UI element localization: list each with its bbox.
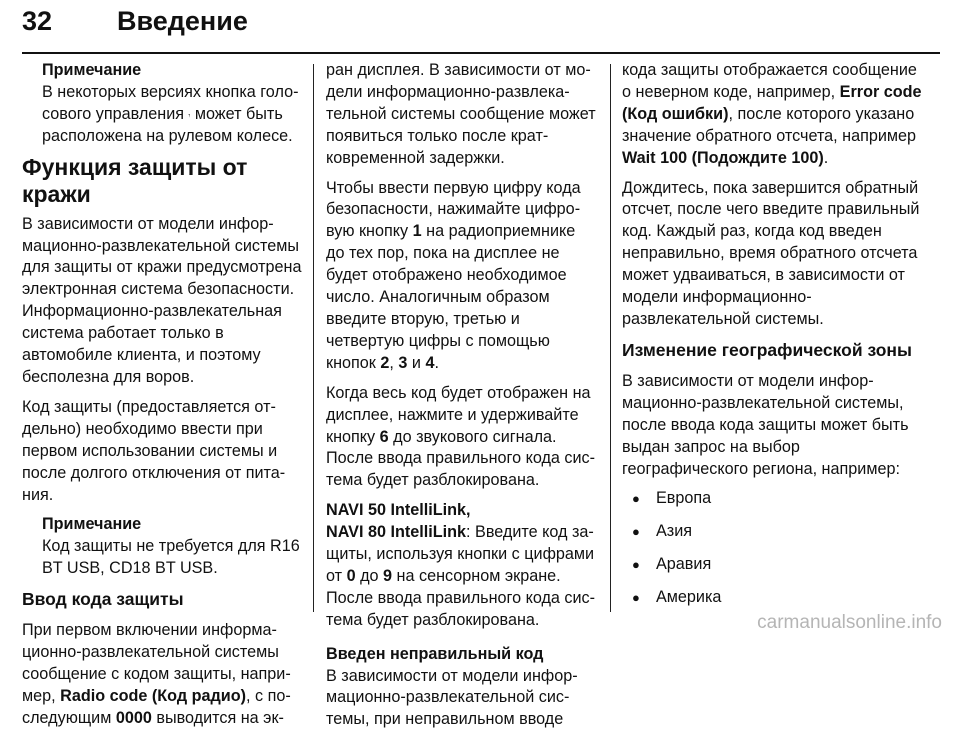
text-part: , после которого указано значение обратного отсчета, например (622, 104, 917, 145)
wait-label: Wait 100 (Подождите 100) (622, 148, 824, 167)
button-label: 2 (380, 353, 390, 372)
note-text-part: В некоторых версиях кнопка голосового управления (42, 82, 299, 123)
note-text-part: может быть расположена на рулевом колесе. (42, 104, 293, 145)
navi-model-label: NAVI 50 IntelliLink, (326, 501, 471, 520)
list-item: ● Азия (622, 521, 922, 543)
code-value: 0000 (115, 708, 152, 727)
text-part: до звукового сигнала. После ввода правильного кода система будет разблокирована. (326, 427, 596, 490)
note-title: Примечание (42, 515, 142, 534)
list-item: ● Аравия (622, 554, 922, 576)
note-text: Код защиты не требуется для R16 BT USB, CD18 BT USB. (42, 537, 300, 578)
page-number: 32 (22, 6, 53, 36)
paragraph-navi (326, 500, 598, 631)
button-label: 4 (425, 353, 435, 372)
text-part: . (823, 148, 829, 167)
paragraph: Дождитесь, пока завершится обратный отсчет, после чего введите правильный код. Каждый раз, когда код введен неправильно, время обратного отсчета может удваиваться, в зависимости от модели информационно-развлекательной системы. (622, 178, 920, 328)
text-part: , с последующим (22, 686, 291, 727)
error-code-label: Error code (Код ошибки) (622, 82, 922, 123)
watermark: carmanualsonline.info (757, 612, 942, 633)
text-part: : Введите код защиты, используя кнопки с цифрами от (326, 523, 595, 585)
paragraph (326, 178, 598, 375)
text-part: до (355, 566, 384, 585)
text-part: выводится на эк- (151, 708, 284, 727)
note-text (42, 82, 302, 148)
text-part: на радиоприемнике до тех пор, пока на дисплее не будет отображено необходимое число. Аналогичным образом введите вторую, третью и четвертую цифры с помощью кнопок (326, 222, 576, 372)
digit-label: 0 (346, 566, 356, 585)
note-title: Примечание (42, 61, 142, 79)
text-part: При первом включении информационно-развлекательной системы сообщение с кодом защиты, например, (22, 621, 291, 705)
section-title-anti-theft: Функция защиты от кражи (22, 153, 248, 207)
column-3 (622, 60, 922, 620)
paragraph (326, 383, 598, 493)
column-divider (313, 64, 314, 612)
list-item: ● Европа (622, 488, 922, 510)
paragraph: Код защиты (предоставляется отдельно) необходимо ввести при первом использовании системы и после долгого отключения от питания. (22, 397, 286, 504)
section-title-geo-zone: Изменение географической зоны (622, 339, 912, 360)
subheading-wrong-code: Введен неправильный код (326, 644, 544, 663)
paragraph: ран дисплея. В зависимости от модели информационно-развлекательной системы сообщение может появиться только после кратковременной задержки. (326, 61, 596, 167)
column-2 (326, 60, 598, 739)
paragraph (622, 60, 922, 170)
paragraph: В зависимости от модели информационно-развлекательной системы для защиты от кражи предусмотрена электронная система безопасности. Информационно-развлекательная система работает только в автомобиле клиента, и поэтому бесполезна для воров. (22, 214, 302, 386)
note-voice-control (22, 60, 302, 148)
column-1 (22, 60, 302, 738)
chapter-title: Введение (117, 6, 248, 36)
note-code-not-required (22, 514, 302, 580)
subsection-title-enter-code: Ввод кода защиты (22, 589, 184, 610)
voice-control-icon: 𝆟 (188, 106, 191, 121)
button-label: 6 (379, 427, 389, 446)
text-part: кода защиты отображается сообщение о неверном коде, например, (622, 61, 917, 101)
text-part: Чтобы ввести первую цифру кода безопасности, нажимайте цифровую кнопку (326, 178, 581, 241)
page-header (22, 2, 940, 54)
text-part: на сенсорном экране. После ввода правильного кода система будет разблокирована. (326, 566, 596, 629)
region-list (622, 488, 922, 609)
text-part: Когда весь код будет отображен на дисплее, нажмите и удерживайте кнопку (326, 383, 591, 446)
column-divider (610, 64, 611, 612)
button-label: 3 (398, 353, 408, 372)
list-item: ● Америка (622, 587, 922, 609)
button-label: 1 (412, 222, 422, 241)
navi-model-label: NAVI 80 IntelliLink (326, 523, 467, 542)
text-part: . (434, 353, 439, 372)
radio-code-label: Radio code (Код радио) (60, 686, 246, 705)
digit-label: 9 (383, 566, 393, 585)
text-part: и (407, 353, 426, 372)
text-part: , (389, 353, 399, 372)
paragraph: В зависимости от модели информационно-развлекательной системы, после ввода кода защиты может быть выдан запрос на выбор географического региона, например: (622, 371, 909, 478)
paragraph: В зависимости от модели информационно-развлекательной системы, при неправильном вводе (326, 666, 578, 729)
paragraph (22, 620, 302, 730)
